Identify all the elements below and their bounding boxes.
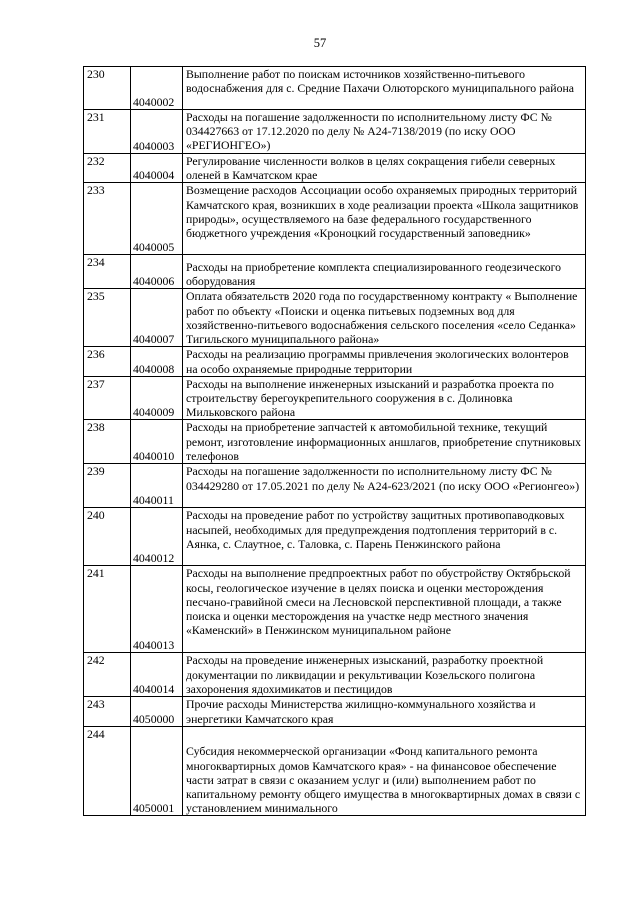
row-description: Расходы на проведение работ по устройству защитных противопаводковых насыпей, необходимых для предупреждения подтопления территорий в с. Аянка, с. Слаутное, с. Таловка, с. Парень Пенжинского района [183,508,586,566]
budget-classification-table [83,66,586,816]
row-description: Расходы на выполнение инженерных изысканий и разработка проекта по строительству берегоукрепительного сооружения в с. Долиновка Мильковского района [183,376,586,420]
row-description: Расходы на проведение инженерных изысканий, разработку проектной документации по ликвидации и рекультивации Козельского полигона захоронения ядохимикатов и пестицидов [183,653,586,697]
row-description: Расходы на приобретение комплекта специализированного геодезического оборудования [183,255,586,289]
row-code: 4040006 [131,255,183,289]
row-code: 4040007 [131,289,183,347]
row-code: 4040011 [131,464,183,508]
row-description: Расходы на погашение задолженности по исполнительному листу ФС № 034429280 от 17.05.2021 по делу № А24-623/2021 (по иску ООО «Регионгео») [183,464,586,508]
table-row [84,110,586,154]
row-code: 4040008 [131,347,183,376]
row-description: Расходы на приобретение запчастей к автомобильной технике, текущий ремонт, изготовление информационных аншлагов, приобретение спутниковых телефонов [183,420,586,464]
row-description: Прочие расходы Министерства жилищно-коммунального хозяйства и энергетики Камчатского края [183,697,586,727]
row-description: Расходы на реализацию программы привлечения экологических волонтеров на особо охраняемые природные территории [183,347,586,376]
row-number: 236 [84,347,131,376]
row-code: 4050000 [131,697,183,727]
table-row [84,727,586,816]
table-row [84,289,586,347]
row-number: 238 [84,420,131,464]
table-row [84,154,586,183]
row-number: 243 [84,697,131,727]
row-code: 4040012 [131,508,183,566]
row-description: Оплата обязательств 2020 года по государственному контракту « Выполнение работ по объекту «Поиски и оценка питьевых подземных вод для хозяйственно-питьевого водоснабжения сельского поселения «село Седанка» Тигильского муниципального района» [183,289,586,347]
row-code: 4040014 [131,653,183,697]
table-row [84,697,586,727]
table-row [84,376,586,420]
page-number: 57 [313,36,327,50]
table-body [84,67,586,816]
table-row [84,255,586,289]
row-code: 4040004 [131,154,183,183]
row-description: Расходы на выполнение предпроектных работ по обустройству Октябрьской косы, геологическое изучение в целях поиска и оценки месторождения песчано-гравийной смеси на Лесновской перспективной площади, а также поиска и оценки месторождения на участке недр местного значения «Каменский» в Пенжинском муниципальном районе [183,566,586,653]
row-number: 237 [84,376,131,420]
row-description: Расходы на погашение задолженности по исполнительному листу ФС № 034427663 от 17.12.2020 по делу № А24-7138/2019 (по иску ООО «РЕГИОНГЕО») [183,110,586,154]
row-number: 242 [84,653,131,697]
row-number: 235 [84,289,131,347]
row-number: 231 [84,110,131,154]
row-number: 234 [84,255,131,289]
table-row [84,420,586,464]
row-description: Выполнение работ по поискам источников хозяйственно-питьевого водоснабжения для с. Средние Пахачи Олюторского муниципального района [183,67,586,110]
row-code: 4050001 [131,727,183,816]
row-code: 4040010 [131,420,183,464]
row-number: 230 [84,67,131,110]
row-number: 241 [84,566,131,653]
row-number: 244 [84,727,131,816]
table-row [84,464,586,508]
row-number: 232 [84,154,131,183]
row-number: 233 [84,183,131,255]
row-number: 239 [84,464,131,508]
table-row [84,67,586,110]
row-description: Регулирование численности волков в целях сокращения гибели северных оленей в Камчатском крае [183,154,586,183]
table-row [84,566,586,653]
row-number: 240 [84,508,131,566]
table-row [84,653,586,697]
row-code: 4040009 [131,376,183,420]
row-description: Возмещение расходов Ассоциации особо охраняемых природных территорий Камчатского края, возникших в ходе реализации проекта «Школа защитников природы», осуществляемого на базе федерального государственного бюджетного учреждения «Кроноцкий государственный заповедник» [183,183,586,255]
table-row [84,508,586,566]
table-row [84,347,586,376]
row-code: 4040005 [131,183,183,255]
table-row [84,183,586,255]
row-description: Субсидия некоммерческой организации «Фонд капитального ремонта многоквартирных домов Камчатского края» - на финансовое обеспечение части затрат в связи с оказанием услуг и (или) выполнением работ по капитальному ремонту общего имущества в многоквартирных домах в связи с установлением минимального [183,727,586,816]
row-code: 4040002 [131,67,183,110]
row-code: 4040003 [131,110,183,154]
row-code: 4040013 [131,566,183,653]
